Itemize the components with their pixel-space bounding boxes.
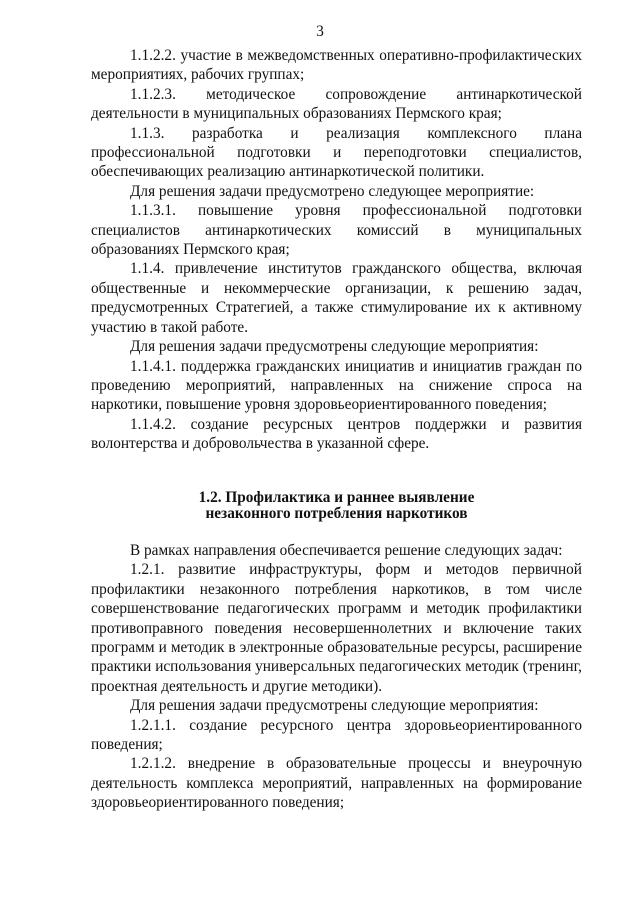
paragraph: 1.1.4. привлечение институтов гражданского общества, включая общественные и некоммерческие организации, к решению задач, предусмотренных Стратегией, а также стимулирование их к активному участию в такой работе.	[91, 260, 582, 336]
paragraph: В рамках направления обеспечивается решение следующих задач:	[130, 542, 563, 559]
paragraph: 1.2.1.2. внедрение в образовательные процессы и внеурочную деятельность комплекса мероприятий, направленных на формирование здоровьеориентированного поведения;	[91, 755, 582, 812]
paragraph: 1.1.2.2. участие в межведомственных оперативно-профилактических мероприятиях, рабочих группах;	[91, 47, 582, 84]
section-heading	[91, 490, 582, 522]
paragraph: 1.2.1. развитие инфраструктуры, форм и методов первичной профилактики незаконного потребления наркотиков, в том числе совершенствование педагогических программ и методик профилактики противоправного поведения несовершеннолетних и включение таких программ и методик в электронные образовательные ресурсы, расширение практики использования универсальных педагогических методик (тренинг, проектная деятельность и другие методики).	[91, 561, 582, 695]
paragraph: 1.1.4.2. создание ресурсных центров поддержки и развития волонтерства и добровольчества в указанной сфере.	[91, 415, 582, 453]
paragraph: 1.1.4.1. поддержка гражданских инициатив и инициатив граждан по проведению мероприятий, направленных на снижение спроса на наркотики, повышение уровня здоровьеориентированного поведения;	[91, 357, 582, 414]
paragraph: Для решения задачи предусмотрено следующее мероприятие:	[130, 182, 535, 200]
section-2-text	[91, 541, 582, 813]
paragraph: 1.2.1.1. создание ресурсного центра здоровьеориентированного поведения;	[91, 716, 582, 754]
section-1-text	[91, 46, 582, 454]
paragraph: 1.1.2.3. методическое сопровождение антинаркотической деятельности в муниципальных образованиях Пермского края;	[91, 85, 582, 123]
paragraph: Для решения задачи предусмотрены следующие мероприятия:	[130, 697, 539, 715]
paragraph: 1.1.3.1. повышение уровня профессиональной подготовки специалистов антинаркотических комиссий в муниципальных образованиях Пермского края;	[91, 202, 582, 259]
paragraph: 1.1.3. разработка и реализация комплексного плана профессиональной подготовки и переподготовки специалистов, обеспечивающих реализацию антинаркотической политики.	[91, 124, 582, 181]
paragraph: Для решения задачи предусмотрены следующие мероприятия:	[130, 338, 539, 356]
heading-line-1: 1.2. Профилактика и раннее выявление	[198, 489, 475, 506]
heading-line-2: незаконного потребления наркотиков	[205, 505, 468, 522]
page-number: 3	[316, 23, 324, 40]
